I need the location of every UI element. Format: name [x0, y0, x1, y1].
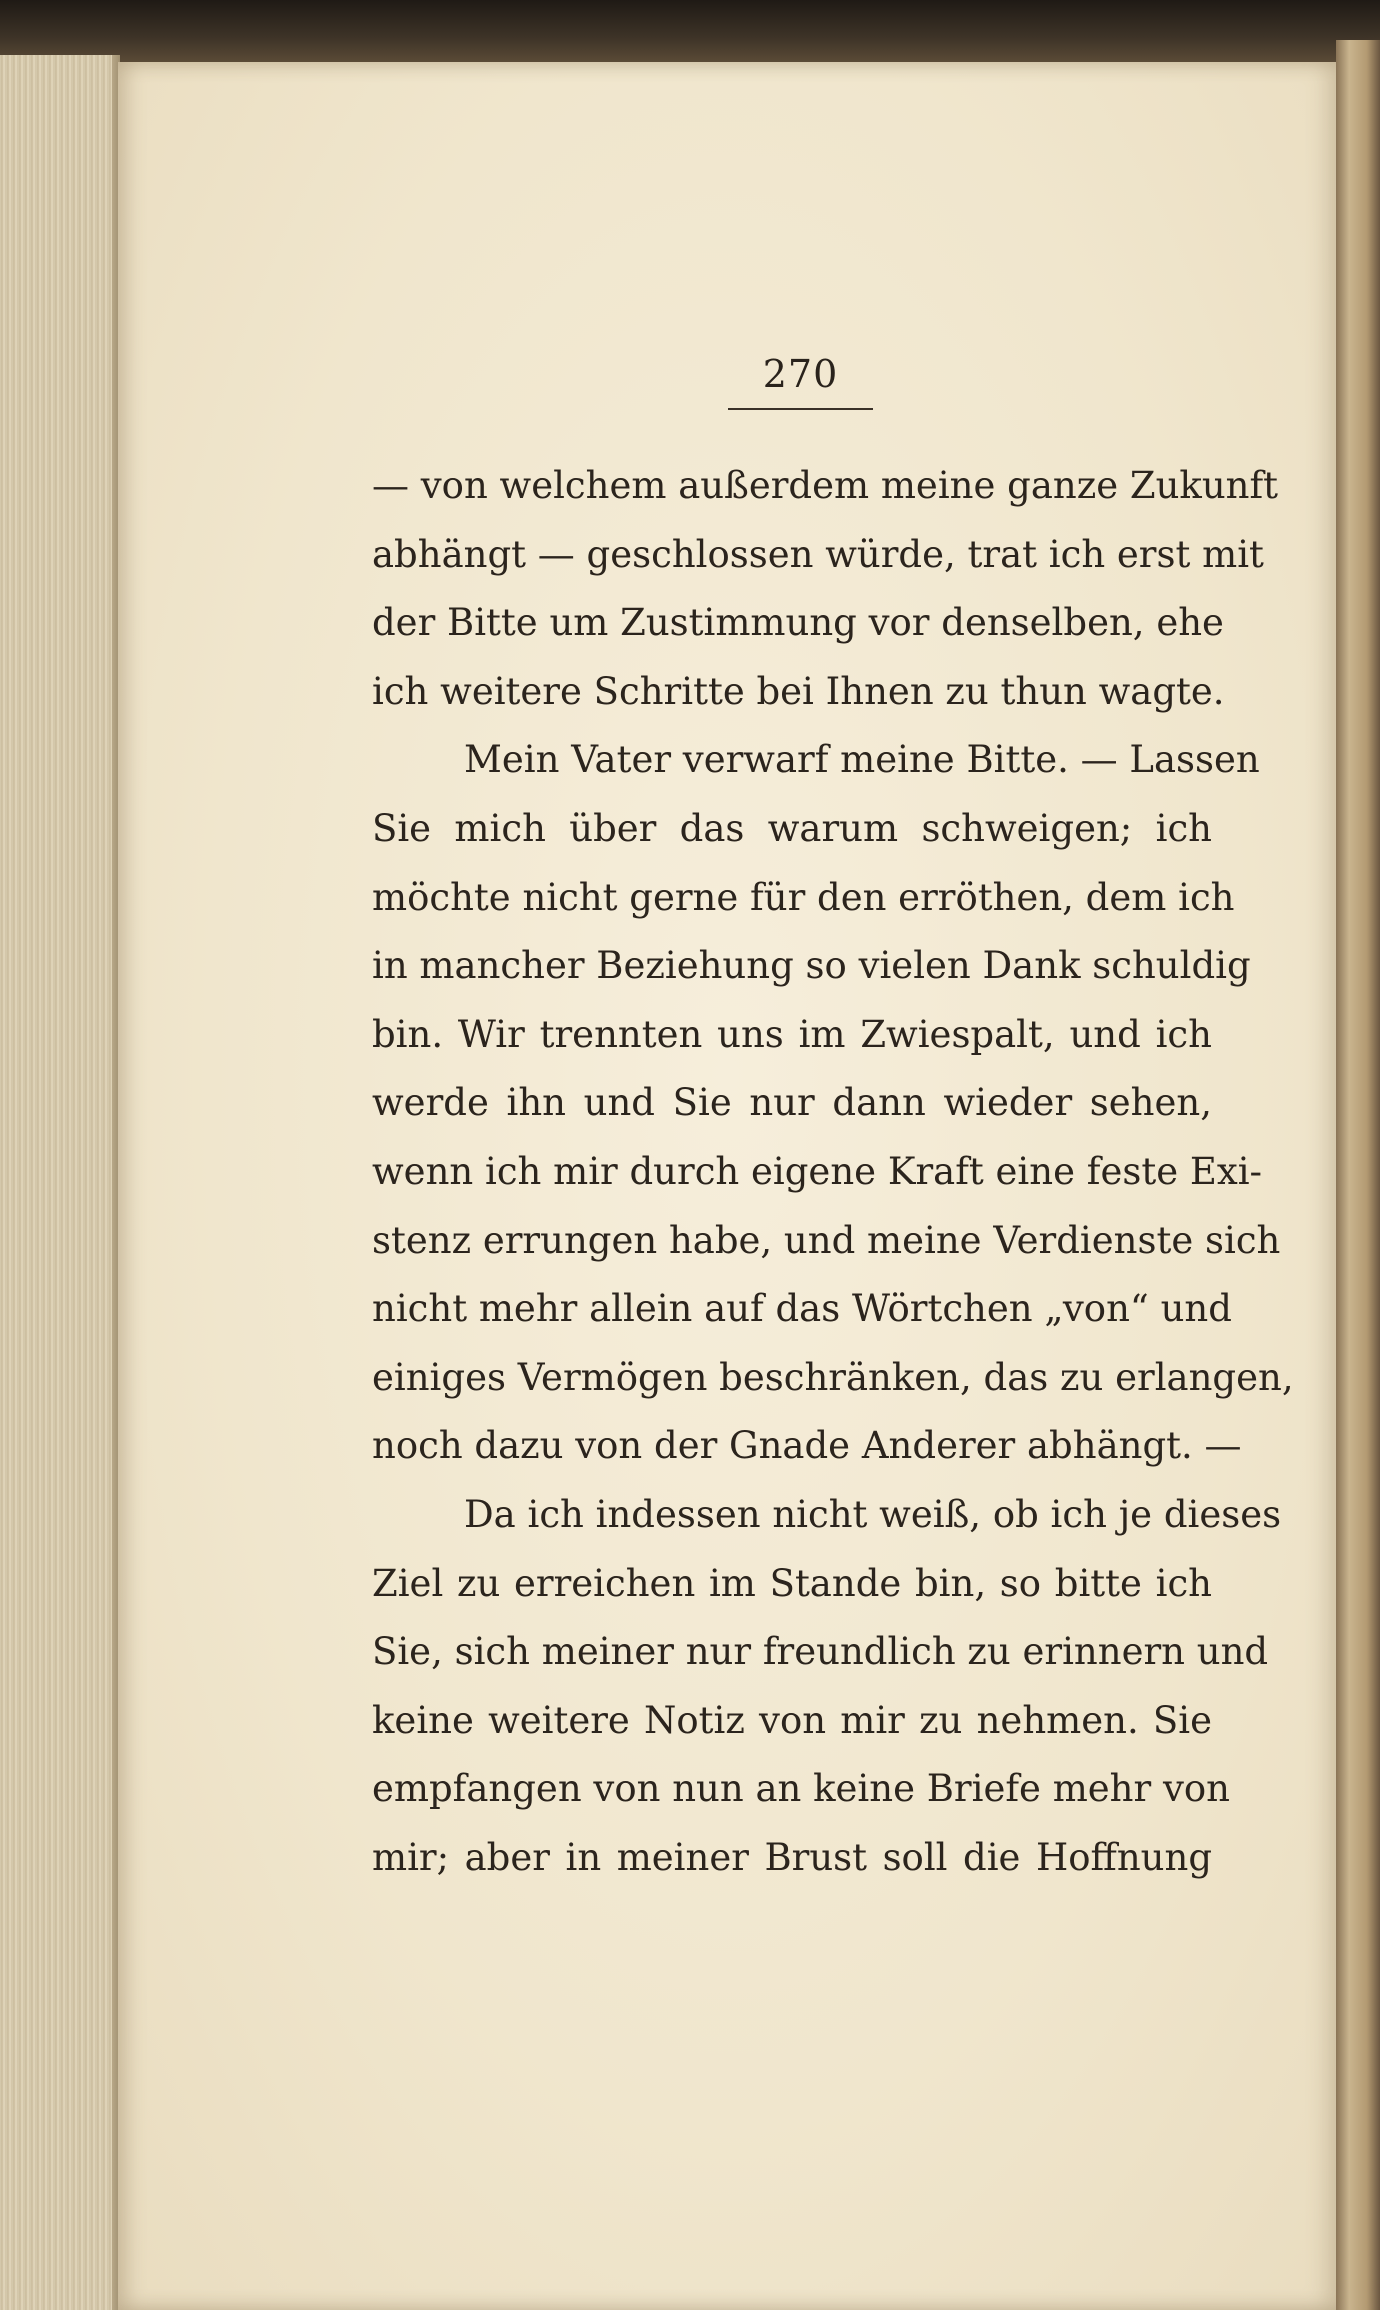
text-line: der Bitte um Zustimmung vor denselben, ehe [372, 601, 1224, 645]
text-line: in mancher Beziehung so vielen Dank schuldig [372, 944, 1251, 988]
text-line: wenn ich mir durch eigene Kraft eine feste Exi- [372, 1149, 1263, 1193]
text-line: Mein Vater verwarf meine Bitte. — Lassen [464, 738, 1260, 782]
text-line: mir; aber in meiner Brust soll die Hoffnung [372, 1835, 1212, 1879]
text-line: keine weitere Notiz von mir zu nehmen. Sie [372, 1698, 1212, 1742]
text-line: noch dazu von der Gnade Anderer abhängt. — [372, 1424, 1242, 1468]
text-line: bin. Wir trennten uns im Zwiespalt, und ich [372, 1012, 1212, 1056]
page-number-rule [728, 408, 873, 410]
book-binding-right [1336, 40, 1380, 2310]
text-line: Da ich indessen nicht weiß, ob ich je dieses [464, 1492, 1282, 1536]
text-line: — von welchem außerdem meine ganze Zukunft [372, 464, 1279, 507]
page-number: 270 [762, 352, 839, 396]
page-edges-left [0, 55, 120, 2310]
text-line: nicht mehr allein auf das Wörtchen „von“ und [372, 1287, 1232, 1331]
text-line: Sie mich über das warum schweigen; ich [372, 806, 1212, 850]
text-line: ich weitere Schritte bei Ihnen zu thun wagte. [372, 669, 1225, 713]
text-line: Sie, sich meiner nur freundlich zu erinnern und [372, 1630, 1269, 1674]
text-line: werde ihn und Sie nur dann wieder sehen, [372, 1081, 1212, 1125]
text-line: einiges Vermögen beschränken, das zu erlangen, [372, 1355, 1294, 1399]
text-line: abhängt — geschlossen würde, trat ich erst mit [372, 532, 1264, 576]
body-text [372, 452, 1294, 1892]
text-line: empfangen von nun an keine Briefe mehr von [372, 1767, 1230, 1811]
text-line: Ziel zu erreichen im Stande bin, so bitte ich [372, 1561, 1212, 1605]
book-top-edge [0, 0, 1380, 62]
text-line: möchte nicht gerne für den erröthen, dem ich [372, 875, 1235, 919]
text-line: stenz errungen habe, und meine Verdienste sich [372, 1218, 1281, 1262]
